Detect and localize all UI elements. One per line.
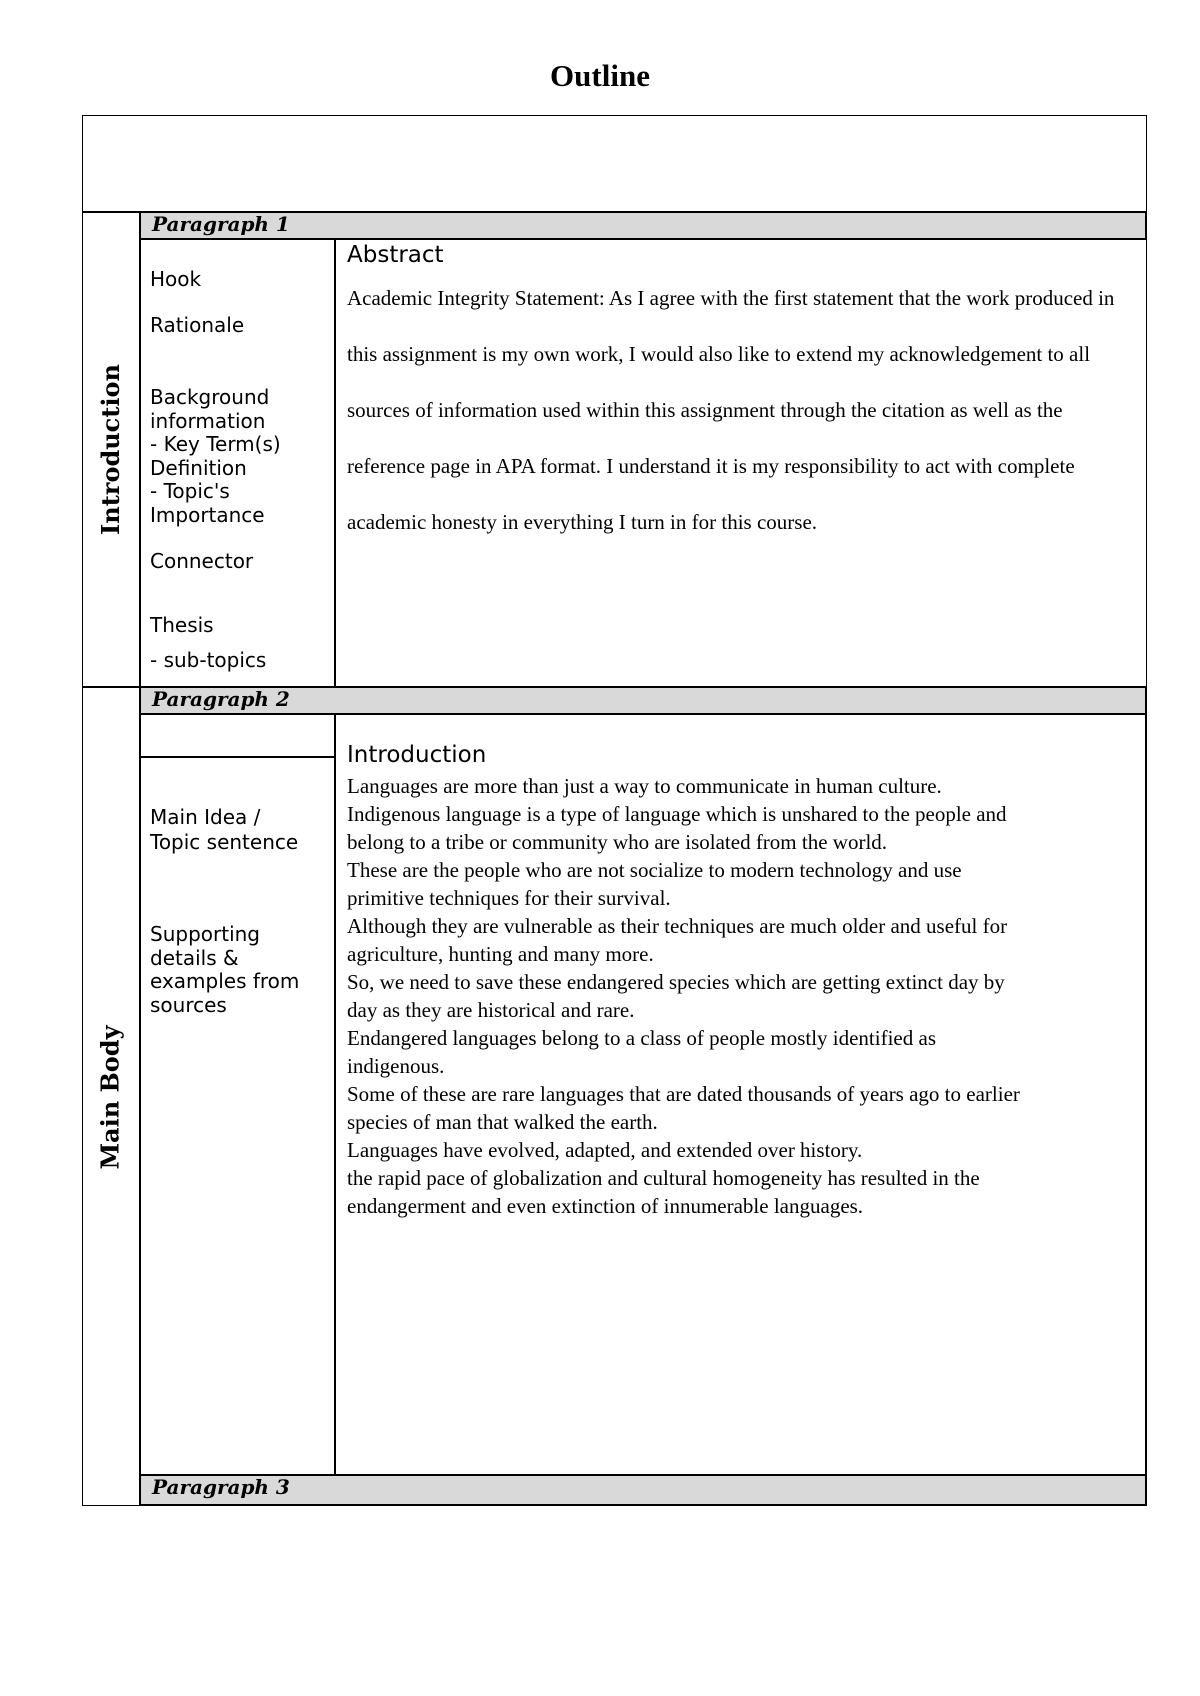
text-line: Although they are vulnerable as their techniques are much older and useful for [347,914,1008,938]
section-label-main-body: Main Body [96,1024,125,1170]
label-supporting-details: Supporting details & examples from sources [150,922,300,1017]
text-line: These are the people who are not socialize to modern technology and use [347,858,962,882]
paragraph-2-label-rule [139,756,335,758]
label-background: Background information - Key Term(s) Definition - Topic's Importance [150,385,281,527]
text-line: day as they are historical and rare. [347,998,635,1022]
paragraph-2-header: Paragraph 2 [139,686,1147,715]
introduction-heading: Introduction [347,742,487,768]
paragraph-3-header: Paragraph 3 [139,1476,1147,1506]
text-line: So, we need to save these endangered species which are getting extinct day by [347,970,1005,994]
label-rationale: Rationale [150,313,245,337]
label-main-idea: Main Idea / Topic sentence [150,805,299,854]
paragraph-1-column-divider [334,240,336,686]
abstract-heading: Abstract [347,242,444,268]
label-thesis: Thesis [150,613,214,637]
paragraph-2-column-divider [334,715,336,1474]
text-line: indigenous. [347,1054,445,1078]
abstract-text: Academic Integrity Statement: As I agree with the first statement that the work produced in this assignment is my own work, I would also like to extend my acknowledgement to all sources of information used within this assignment through the citation as well as the reference page in APA format. I understand it is my responsibility to act with complete academic honesty in everything I turn in for this course. [347,286,1115,534]
text-line: the rapid pace of globalization and cultural homogeneity has resulted in the [347,1166,980,1190]
text-line: agriculture, hunting and many more. [347,942,654,966]
paragraph-1-header: Paragraph 1 [139,211,1147,240]
text-line: belong to a tribe or community who are isolated from the world. [347,830,888,854]
text-line: Languages are more than just a way to communicate in human culture. [347,774,942,798]
text-line: Indigenous language is a type of language which is unshared to the people and [347,802,1007,826]
text-line: Languages have evolved, adapted, and extended over history. [347,1138,863,1162]
text-line: Some of these are rare languages that are dated thousands of years ago to earlier [347,1082,1020,1106]
page-title: Outline [550,58,650,93]
introduction-text [347,772,1137,1220]
text-line: species of man that walked the earth. [347,1110,658,1134]
text-line: primitive techniques for their survival. [347,886,671,910]
text-line: endangerment and even extinction of innumerable languages. [347,1194,864,1218]
section-label-introduction: Introduction [96,364,126,535]
label-connector: Connector [150,549,254,573]
label-sub-topics: - sub-topics [150,648,267,672]
text-line: Endangered languages belong to a class of people mostly identified as [347,1026,936,1050]
label-hook: Hook [150,267,202,291]
